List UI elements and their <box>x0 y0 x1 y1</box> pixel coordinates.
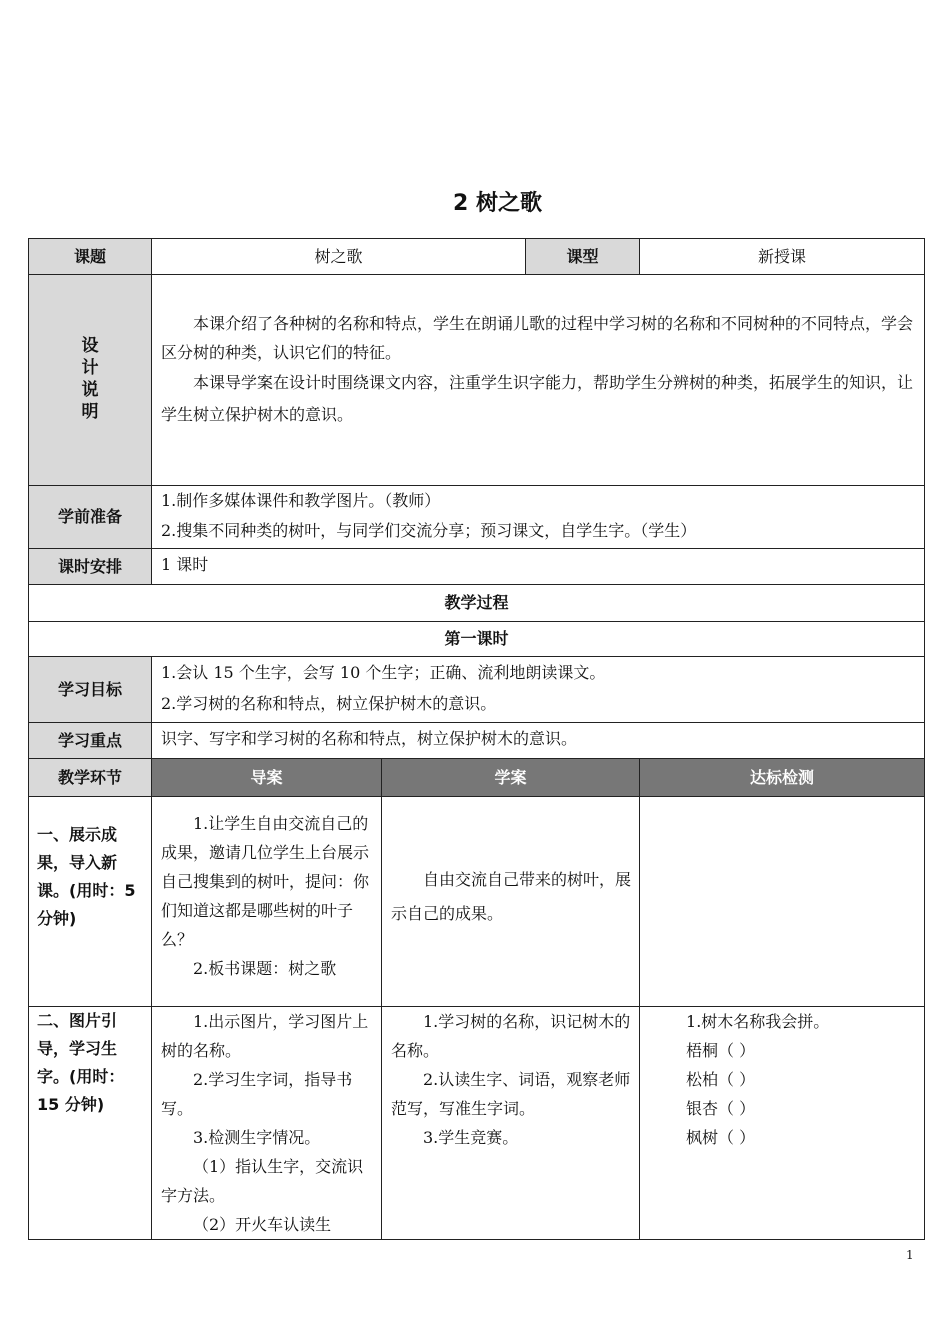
stage2-study-item: 1.学习树的名称，识记树木的名称。 <box>391 1012 631 1060</box>
schedule-label: 课时安排 <box>29 549 152 585</box>
lesson-row <box>29 622 925 657</box>
type-label: 课型 <box>526 239 640 275</box>
stage2-study-item: 3.学生竞赛。 <box>423 1128 519 1147</box>
column-guide: 导案 <box>152 759 382 797</box>
process-row <box>29 585 925 622</box>
design-label-text: 设计说明 <box>81 335 99 422</box>
topic-value: 树之歌 <box>152 239 526 275</box>
lesson-plan-table <box>28 238 925 1240</box>
stage2-guide-item: 3.检测生字情况。 <box>193 1128 321 1147</box>
stage2-guide-item: 2.学习生字词，指导书写。 <box>161 1070 353 1118</box>
design-paragraph-1: 本课介绍了各种树的名称和特点，学生在朗诵儿歌的过程中学习树的名称和不同树种的不同特点，学会区分树的种类，认识它们的特征。 <box>161 314 914 362</box>
goal-item: 1.会认 15 个生字，会写 10 个生字；正确、流利地朗读课文。 <box>161 663 606 682</box>
stage2-check-item: 银杏（ ） <box>686 1099 756 1118</box>
prep-text <box>152 486 925 549</box>
stage2-check <box>640 1007 925 1240</box>
type-value: 新授课 <box>640 239 925 275</box>
schedule-row <box>29 549 925 585</box>
column-header-row <box>29 759 925 797</box>
schedule-value: 1 课时 <box>152 549 925 585</box>
prep-row <box>29 486 925 549</box>
goal-item: 2.学习树的名称和特点，树立保护树木的意识。 <box>161 694 497 713</box>
column-study: 学案 <box>382 759 640 797</box>
stage2-guide-item: （1）指认生字，交流识字方法。 <box>161 1157 364 1205</box>
stage2-row <box>29 1007 925 1240</box>
stage1-study <box>382 797 640 1007</box>
design-label <box>29 275 152 486</box>
stage1-check <box>640 797 925 1007</box>
goals-label: 学习目标 <box>29 657 152 723</box>
stage1-guide-item: 2.板书课题：树之歌 <box>193 959 337 978</box>
design-paragraph-2: 本课导学案在设计时围绕课文内容，注重学生识字能力，帮助学生分辨树的种类，拓展学生的知识，让学生树立保护树木的意识。 <box>161 373 914 424</box>
stage1-name: 一、展示成果，导入新课。(用时：5 分钟) <box>29 797 152 1007</box>
stage2-check-item: 枫树（ ） <box>686 1128 756 1147</box>
stage2-check-item: 1.树木名称我会拼。 <box>686 1012 830 1031</box>
prep-item: 2.搜集不同种类的树叶，与同学们交流分享；预习课文，自学生字。（学生） <box>161 521 697 540</box>
stage1-guide <box>152 797 382 1007</box>
column-stage: 教学环节 <box>29 759 152 797</box>
design-text <box>152 275 925 486</box>
prep-label: 学前准备 <box>29 486 152 549</box>
stage2-guide-item: 1.出示图片，学习图片上树的名称。 <box>161 1012 369 1060</box>
stage2-check-item: 梧桐（ ） <box>686 1041 756 1060</box>
stage2-study <box>382 1007 640 1240</box>
stage2-check-item: 松柏（ ） <box>686 1070 756 1089</box>
stage1-row <box>29 797 925 1007</box>
focus-row <box>29 723 925 759</box>
stage2-name: 二、图片引导，学习生字。(用时：15 分钟) <box>29 1007 152 1240</box>
prep-item: 1.制作多媒体课件和教学图片。（教师） <box>161 491 441 510</box>
goals-row <box>29 657 925 723</box>
topic-label: 课题 <box>29 239 152 275</box>
stage1-guide-item: 1.让学生自由交流自己的成果，邀请几位学生上台展示自己搜集到的树叶，提问：你们知道这都是哪些树的叶子么？ <box>161 814 370 949</box>
focus-label: 学习重点 <box>29 723 152 759</box>
stage1-study-text: 自由交流自己带来的树叶，展示自己的成果。 <box>391 870 632 923</box>
process-title: 教学过程 <box>29 585 925 622</box>
page-title: 2 树之歌 <box>453 191 542 216</box>
design-row <box>29 275 925 486</box>
lesson-title: 第一课时 <box>29 622 925 657</box>
column-check: 达标检测 <box>640 759 925 797</box>
stage2-study-item: 2.认读生字、词语，观察老师范写，写准生字词。 <box>391 1070 631 1118</box>
goals-text <box>152 657 925 723</box>
focus-value: 识字、写字和学习树的名称和特点，树立保护树木的意识。 <box>152 723 925 759</box>
page-number: 1 <box>906 1248 914 1262</box>
stage2-guide-item: （2）开火车认读生 <box>193 1215 332 1234</box>
topic-row <box>29 239 925 275</box>
stage2-guide <box>152 1007 382 1240</box>
